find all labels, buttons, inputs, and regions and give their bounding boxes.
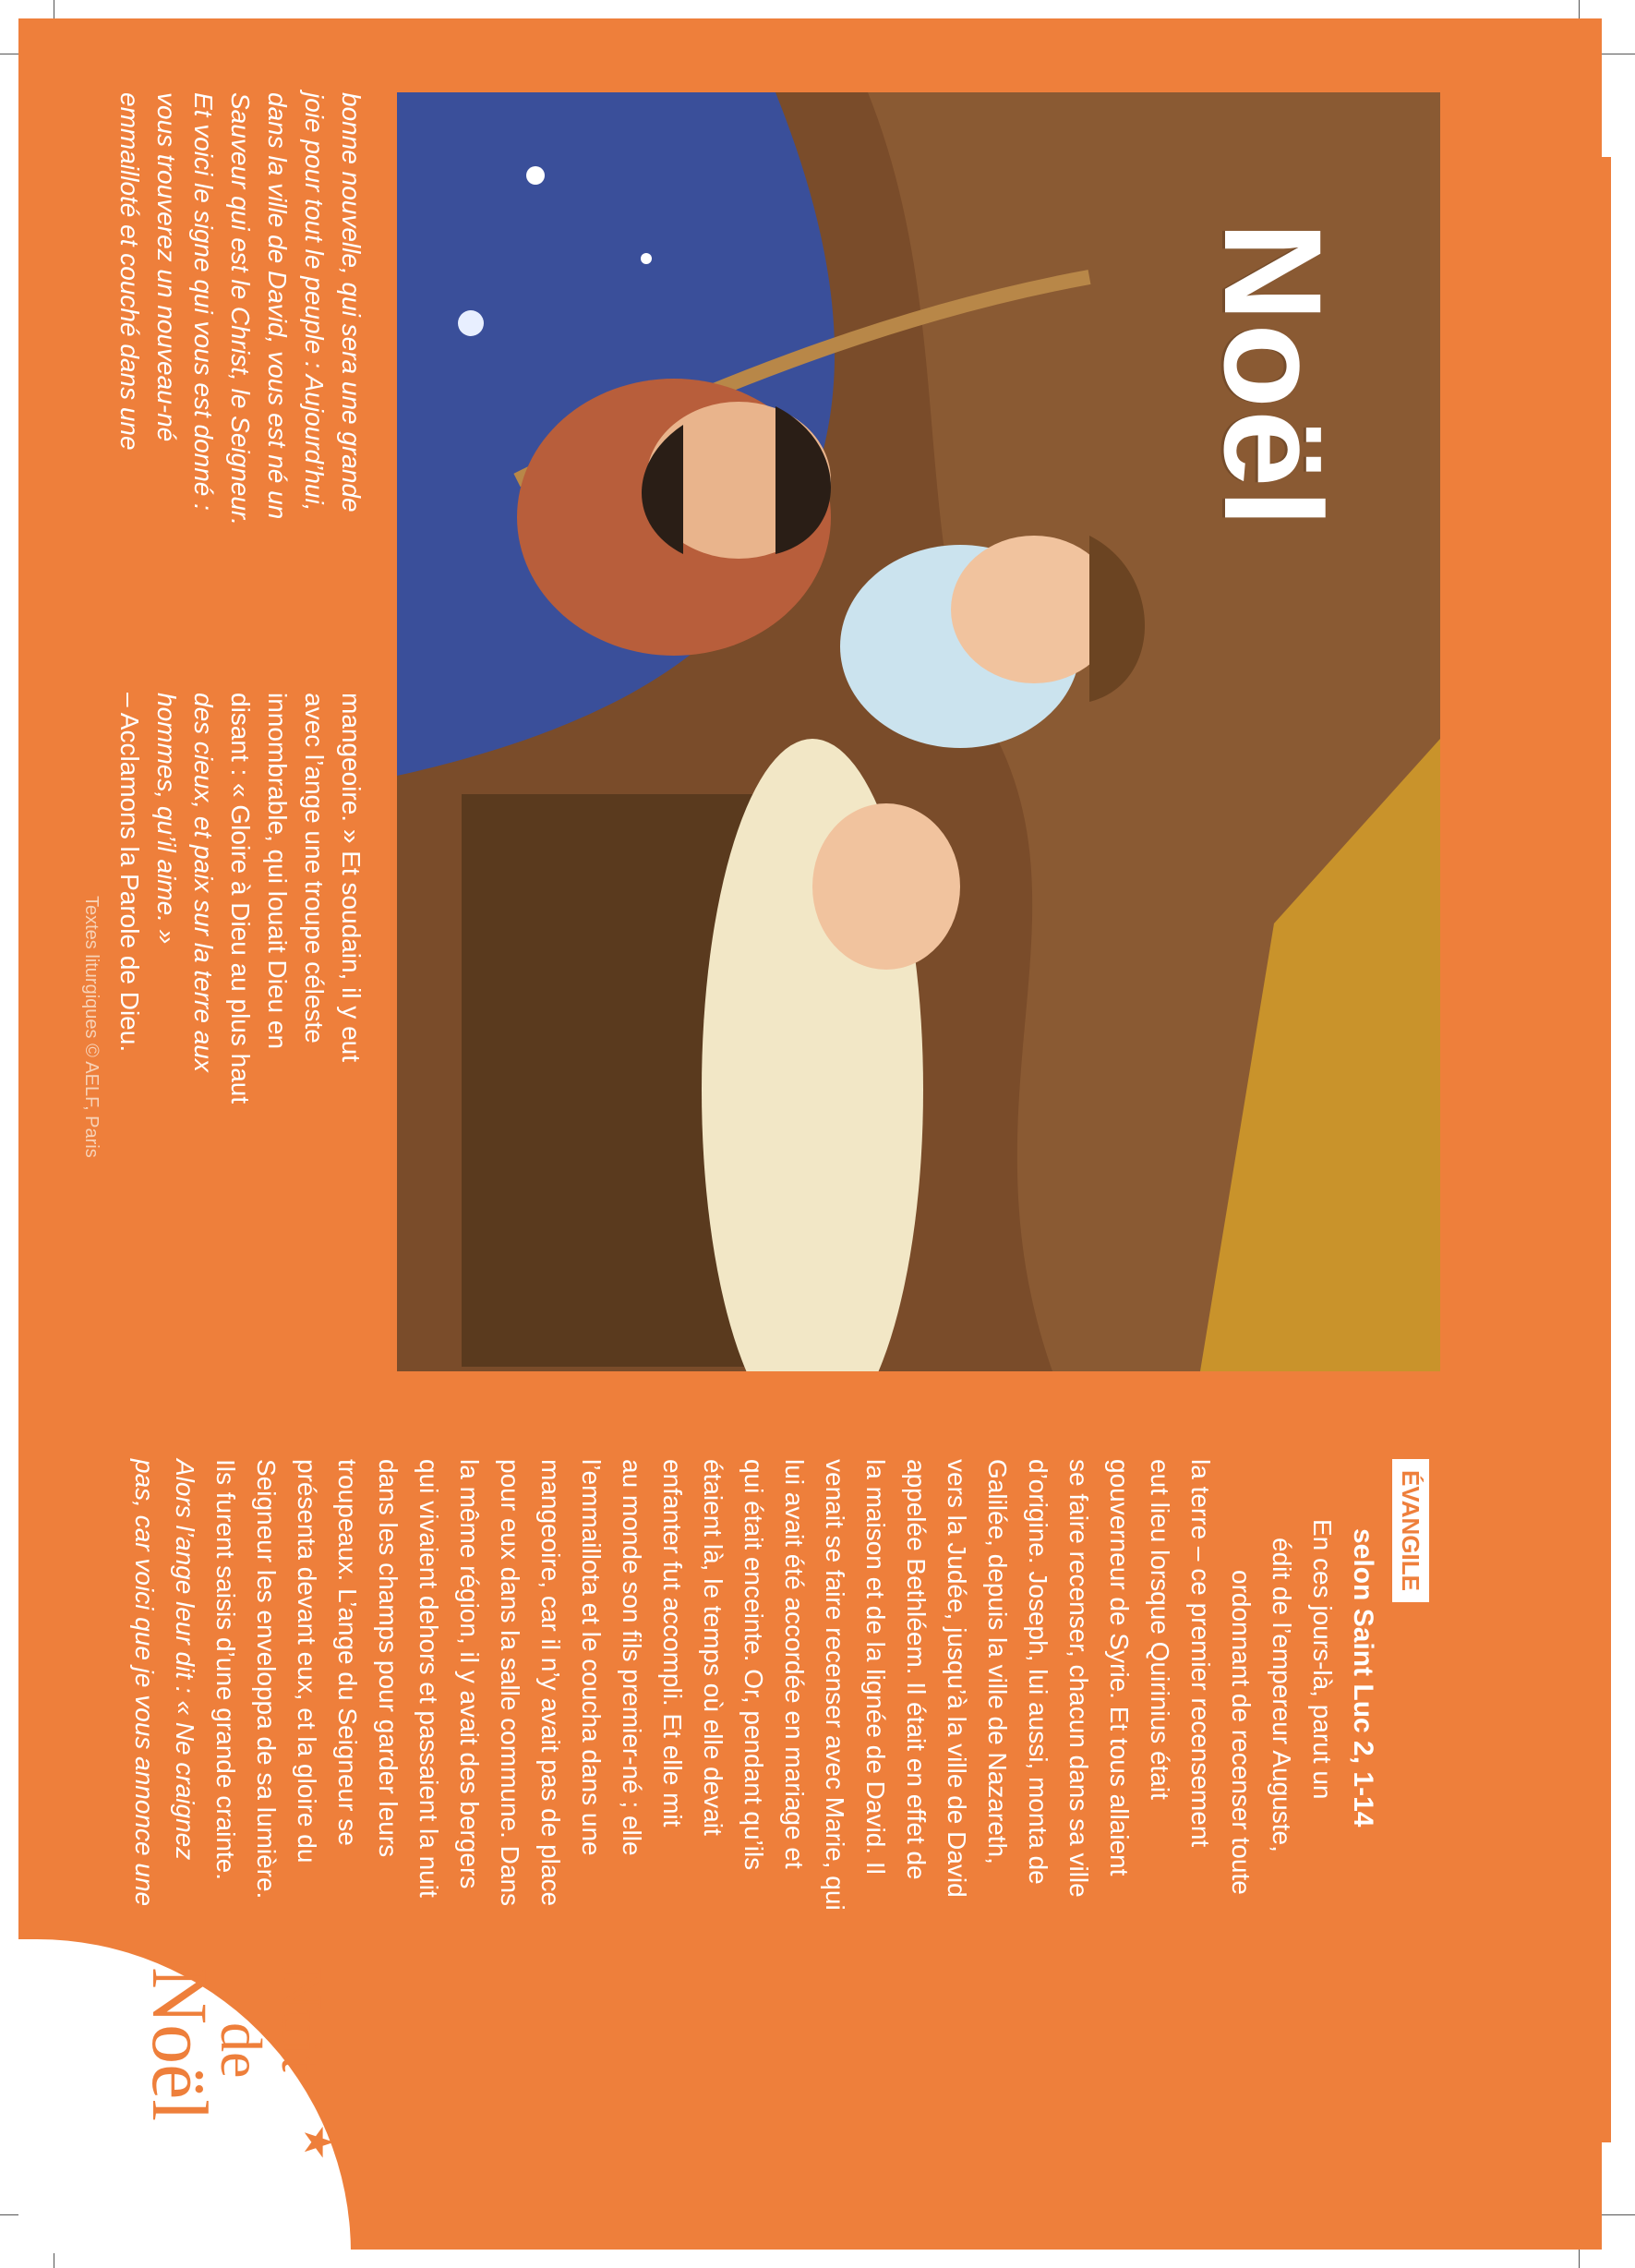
gospel-reference: selon Saint Luc 2, 1-14: [1348, 1528, 1378, 1828]
col2-line: joie pour tout le peuple : Aujourd’hui,: [300, 92, 329, 512]
logo-word-nuit: Nuit: [270, 1967, 335, 2072]
col1-line: qui était enceinte. Or, pendant qu’ils: [739, 1459, 768, 1871]
col2-line: Sauveur qui est le Christ, le Seigneur.: [226, 92, 255, 525]
copyright-credit: Textes liturgiques © AELF, Paris: [81, 896, 102, 1158]
nativity-illustration: [397, 92, 1440, 1371]
col2-line: emmailloté et couché dans une: [115, 92, 144, 451]
col1-line: Galilée, depuis la ville de Nazareth,: [983, 1459, 1012, 1864]
gospel-column-2: [92, 92, 369, 665]
col1-line: ordonnant de recenser toute: [1227, 1570, 1256, 1895]
col1-line: lui avait été accordée en mariage et: [780, 1459, 809, 1869]
crop-mark: [1598, 2214, 1635, 2215]
col1-line: Seigneur les enveloppa de sa lumière.: [252, 1459, 281, 1900]
title-noel: Noël: [1196, 222, 1351, 530]
logo-word-noel: Noël: [136, 1967, 224, 2122]
col1-line: d’origine. Joseph, lui aussi, monta de: [1024, 1459, 1052, 1885]
col3-line: disant : « Gloire à Dieu au plus haut: [226, 693, 255, 1104]
col3-line: innombrable, qui louait Dieu en: [263, 693, 292, 1050]
col1-line: la maison et de la lignée de David. Il: [861, 1459, 890, 1875]
col1-line: présenta devant eux, et la gloire du: [293, 1459, 321, 1864]
col1-line: En ces jours-là, parut un: [1308, 1519, 1337, 1800]
col1-line: étaient là, le temps où elle devait: [699, 1459, 727, 1836]
col1-line: pour eux dans la salle commune. Dans: [496, 1459, 524, 1907]
evangile-tag: ÉVANGILE: [1392, 1459, 1429, 1602]
rotated-card: [18, 92, 1569, 2152]
col1-line: eut lieu lorsque Quirinius était: [1146, 1459, 1174, 1800]
col1-line: édit de l’empereur Auguste,: [1268, 1538, 1296, 1852]
col1-line: appelée Bethléem. Il était en effet de: [902, 1459, 931, 1880]
col1-line: la terre – ce premier recensement: [1186, 1459, 1215, 1848]
col1-line: vers la Judée, jusqu’à la ville de David: [943, 1459, 971, 1898]
fold-tab: [1602, 157, 1611, 2142]
col1-line: Alors l’ange leur dit : « Ne craignez: [171, 1459, 199, 1861]
col1-line: mangeoire, car il n’y avait pas de place: [536, 1459, 565, 1907]
col1-line: au monde son fils premier-né ; elle: [618, 1459, 646, 1856]
col2-line: vous trouverez un nouveau-né: [152, 92, 181, 442]
col1-line: troupeaux. L’ange du Seigneur se: [333, 1459, 362, 1846]
col1-line: enfanter fut accompli. Et elle mit: [658, 1459, 687, 1828]
col3-line: avec l’ange une troupe céleste: [300, 693, 329, 1044]
gospel-column-3: [65, 693, 369, 1413]
col2-line: Et voici le signe qui vous est donné :: [189, 92, 218, 511]
col2-line: dans la ville de David, vous est né un: [263, 92, 292, 520]
logo-word-de: de: [209, 2022, 274, 2079]
col1-line: qui vivaient dehors et passaient la nuit: [415, 1459, 443, 1898]
col1-line: pas, car voici que je vous annonce une: [130, 1459, 159, 1907]
col1-line: gouverneur de Syrie. Et tous allaient: [1105, 1459, 1134, 1876]
col3-line: hommes, qu’il aime. »: [152, 693, 181, 945]
star-icon: ★: [295, 2124, 341, 2161]
col3-line: des cieux, et paix sur la terre aux: [189, 693, 218, 1072]
col3-line: mangeoire. » Et soudain, il y eut: [337, 693, 366, 1063]
col1-line: venait se faire recenser avec Marie, qui: [821, 1459, 849, 1911]
col1-line: l’emmaillota et le coucha dans une: [577, 1459, 606, 1856]
col1-line: Ils furent saisis d’une grande crainte.: [211, 1459, 240, 1881]
col1-line: se faire recenser, chacun dans sa ville: [1064, 1459, 1093, 1898]
logo-text: [136, 1967, 335, 2244]
col1-line: la même région, il y avait des bergers: [455, 1459, 484, 1889]
col3-line: – Acclamons la Parole de Dieu.: [115, 693, 144, 1053]
col1-line: dans les champs pour garder leurs: [374, 1459, 403, 1858]
col2-line: bonne nouvelle, qui sera une grande: [337, 92, 366, 513]
